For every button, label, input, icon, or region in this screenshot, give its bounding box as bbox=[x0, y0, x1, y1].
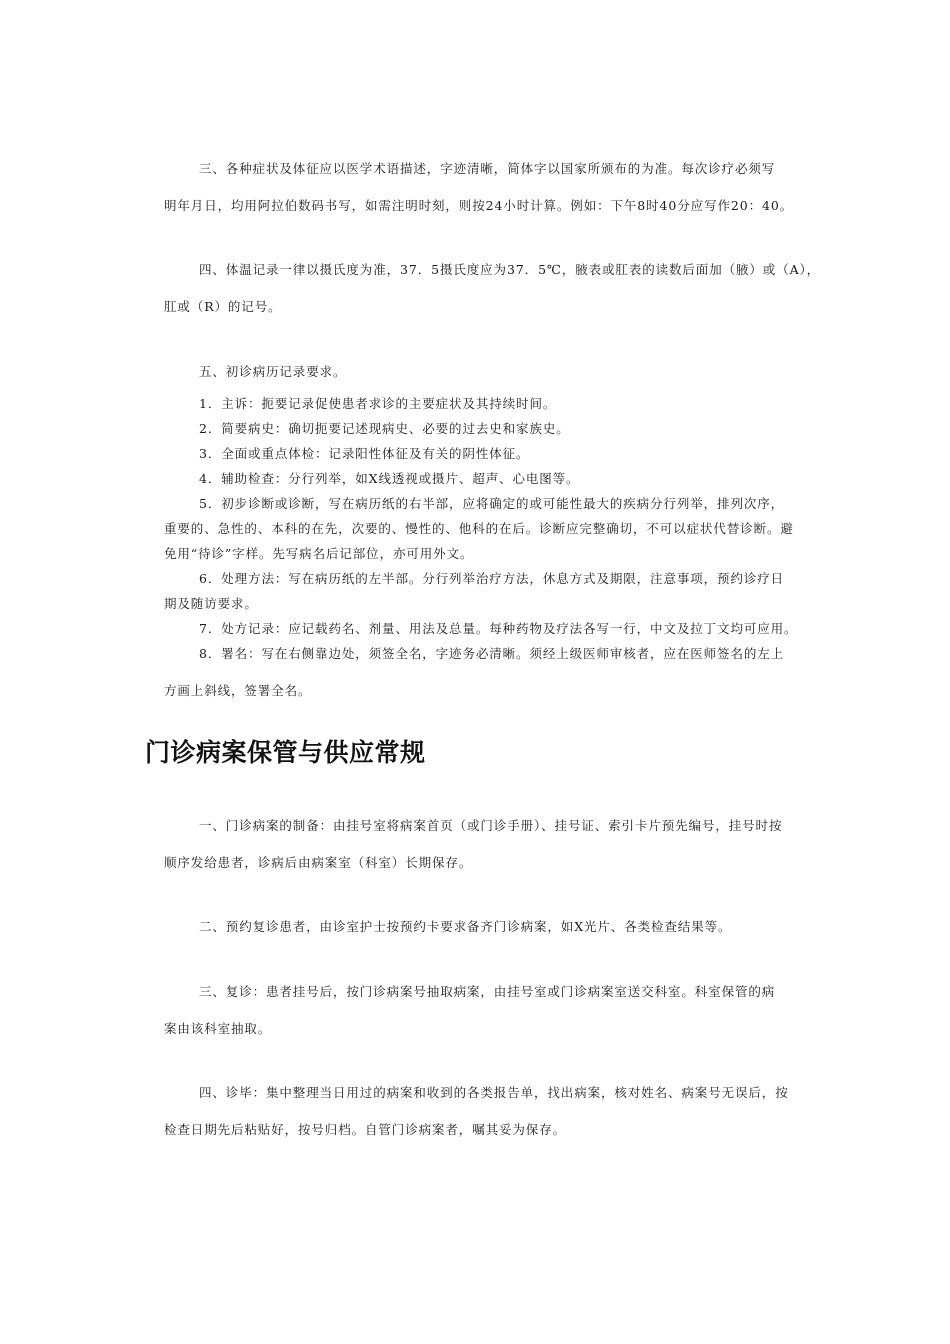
paragraph-3-line-2: 明年月日，均用阿拉伯数码书写，如需注明时刻，则按24小时计算。例如：下午8时40分应写作20：40。 bbox=[164, 198, 794, 213]
list-item-3: 3．全面或重点体检：记录阳性体征及有关的阴性体征。 bbox=[199, 446, 530, 461]
paragraph-4-line-1: 四、体温记录一律以摄氏度为准，37．5摄氏度应为37．5℃，腋表或肛表的读数后面加（腋）或（A）， bbox=[199, 262, 821, 277]
list-item-2: 2．简要病史：确切扼要记述现病史、必要的过去史和家族史。 bbox=[199, 421, 570, 436]
list-item-5-line-1: 5．初步诊断或诊断，写在病历纸的右半部，应将确定的或可能性最大的疾病分行列举，排列次序， bbox=[199, 496, 785, 511]
section2-paragraph-3-line-1: 三、复诊：患者挂号后，按门诊病案号抽取病案，由挂号室或门诊病案室送交科室。科室保管的病 bbox=[199, 984, 776, 999]
section-heading: 门诊病案保管与供应常规 bbox=[145, 738, 426, 767]
paragraph-5-title: 五、初诊病历记录要求。 bbox=[199, 364, 347, 379]
section2-paragraph-4-line-2: 检查日期先后粘贴好，按号归档。自管门诊病案者，嘱其妥为保存。 bbox=[164, 1122, 567, 1137]
section2-paragraph-2: 二、预约复诊患者，由诊室护士按预约卡要求备齐门诊病案，如X光片、各类检查结果等。 bbox=[199, 919, 732, 934]
list-item-5-line-3: 免用“待诊”字样。先写病名后记部位，亦可用外文。 bbox=[164, 546, 474, 561]
list-item-6-line-1: 6．处理方法：写在病历纸的左半部。分行列举治疗方法，休息方式及期限，注意事项，预约诊疗日 bbox=[199, 571, 785, 586]
list-item-4: 4．辅助检查：分行列举，如X线透视或摄片、超声、心电图等。 bbox=[199, 471, 580, 486]
section2-paragraph-1-line-1: 一、门诊病案的制备：由挂号室将病案首页（或门诊手册）、挂号证、索引卡片预先编号，挂号时按 bbox=[199, 818, 783, 833]
paragraph-3-line-1: 三、各种症状及体征应以医学术语描述，字迹清晰，简体字以国家所颁布的为准。每次诊疗必须写 bbox=[199, 161, 776, 176]
list-item-6-line-2: 期及随访要求。 bbox=[164, 596, 258, 611]
list-item-1: 1．主诉：扼要记录促使患者求诊的主要症状及其持续时间。 bbox=[199, 396, 557, 411]
list-item-7: 7．处方记录：应记载药名、剂量、用法及总量。每种药物及疗法各写一行，中文及拉丁文均可应用。 bbox=[199, 621, 798, 636]
section2-paragraph-3-line-2: 案由该科室抽取。 bbox=[164, 1021, 272, 1036]
paragraph-4-line-2: 肛或（R）的记号。 bbox=[164, 299, 282, 314]
list-item-5-line-2: 重要的、急性的、本科的在先，次要的、慢性的、他科的在后。诊断应完整确切，不可以症状代替诊断。避 bbox=[164, 521, 794, 536]
list-item-8-line-1: 8．署名：写在右侧靠边处，须签全名，字迹务必清晰。须经上级医师审核者，应在医师签名的左上 bbox=[199, 646, 785, 661]
section2-paragraph-1-line-2: 顺序发给患者，诊病后由病案室（科室）长期保存。 bbox=[164, 855, 473, 870]
section2-paragraph-4-line-1: 四、诊毕：集中整理当日用过的病案和收到的各类报告单，找出病案，核对姓名、病案号无误后，按 bbox=[199, 1085, 789, 1100]
list-item-8-line-2: 方画上斜线，签署全名。 bbox=[164, 683, 312, 698]
